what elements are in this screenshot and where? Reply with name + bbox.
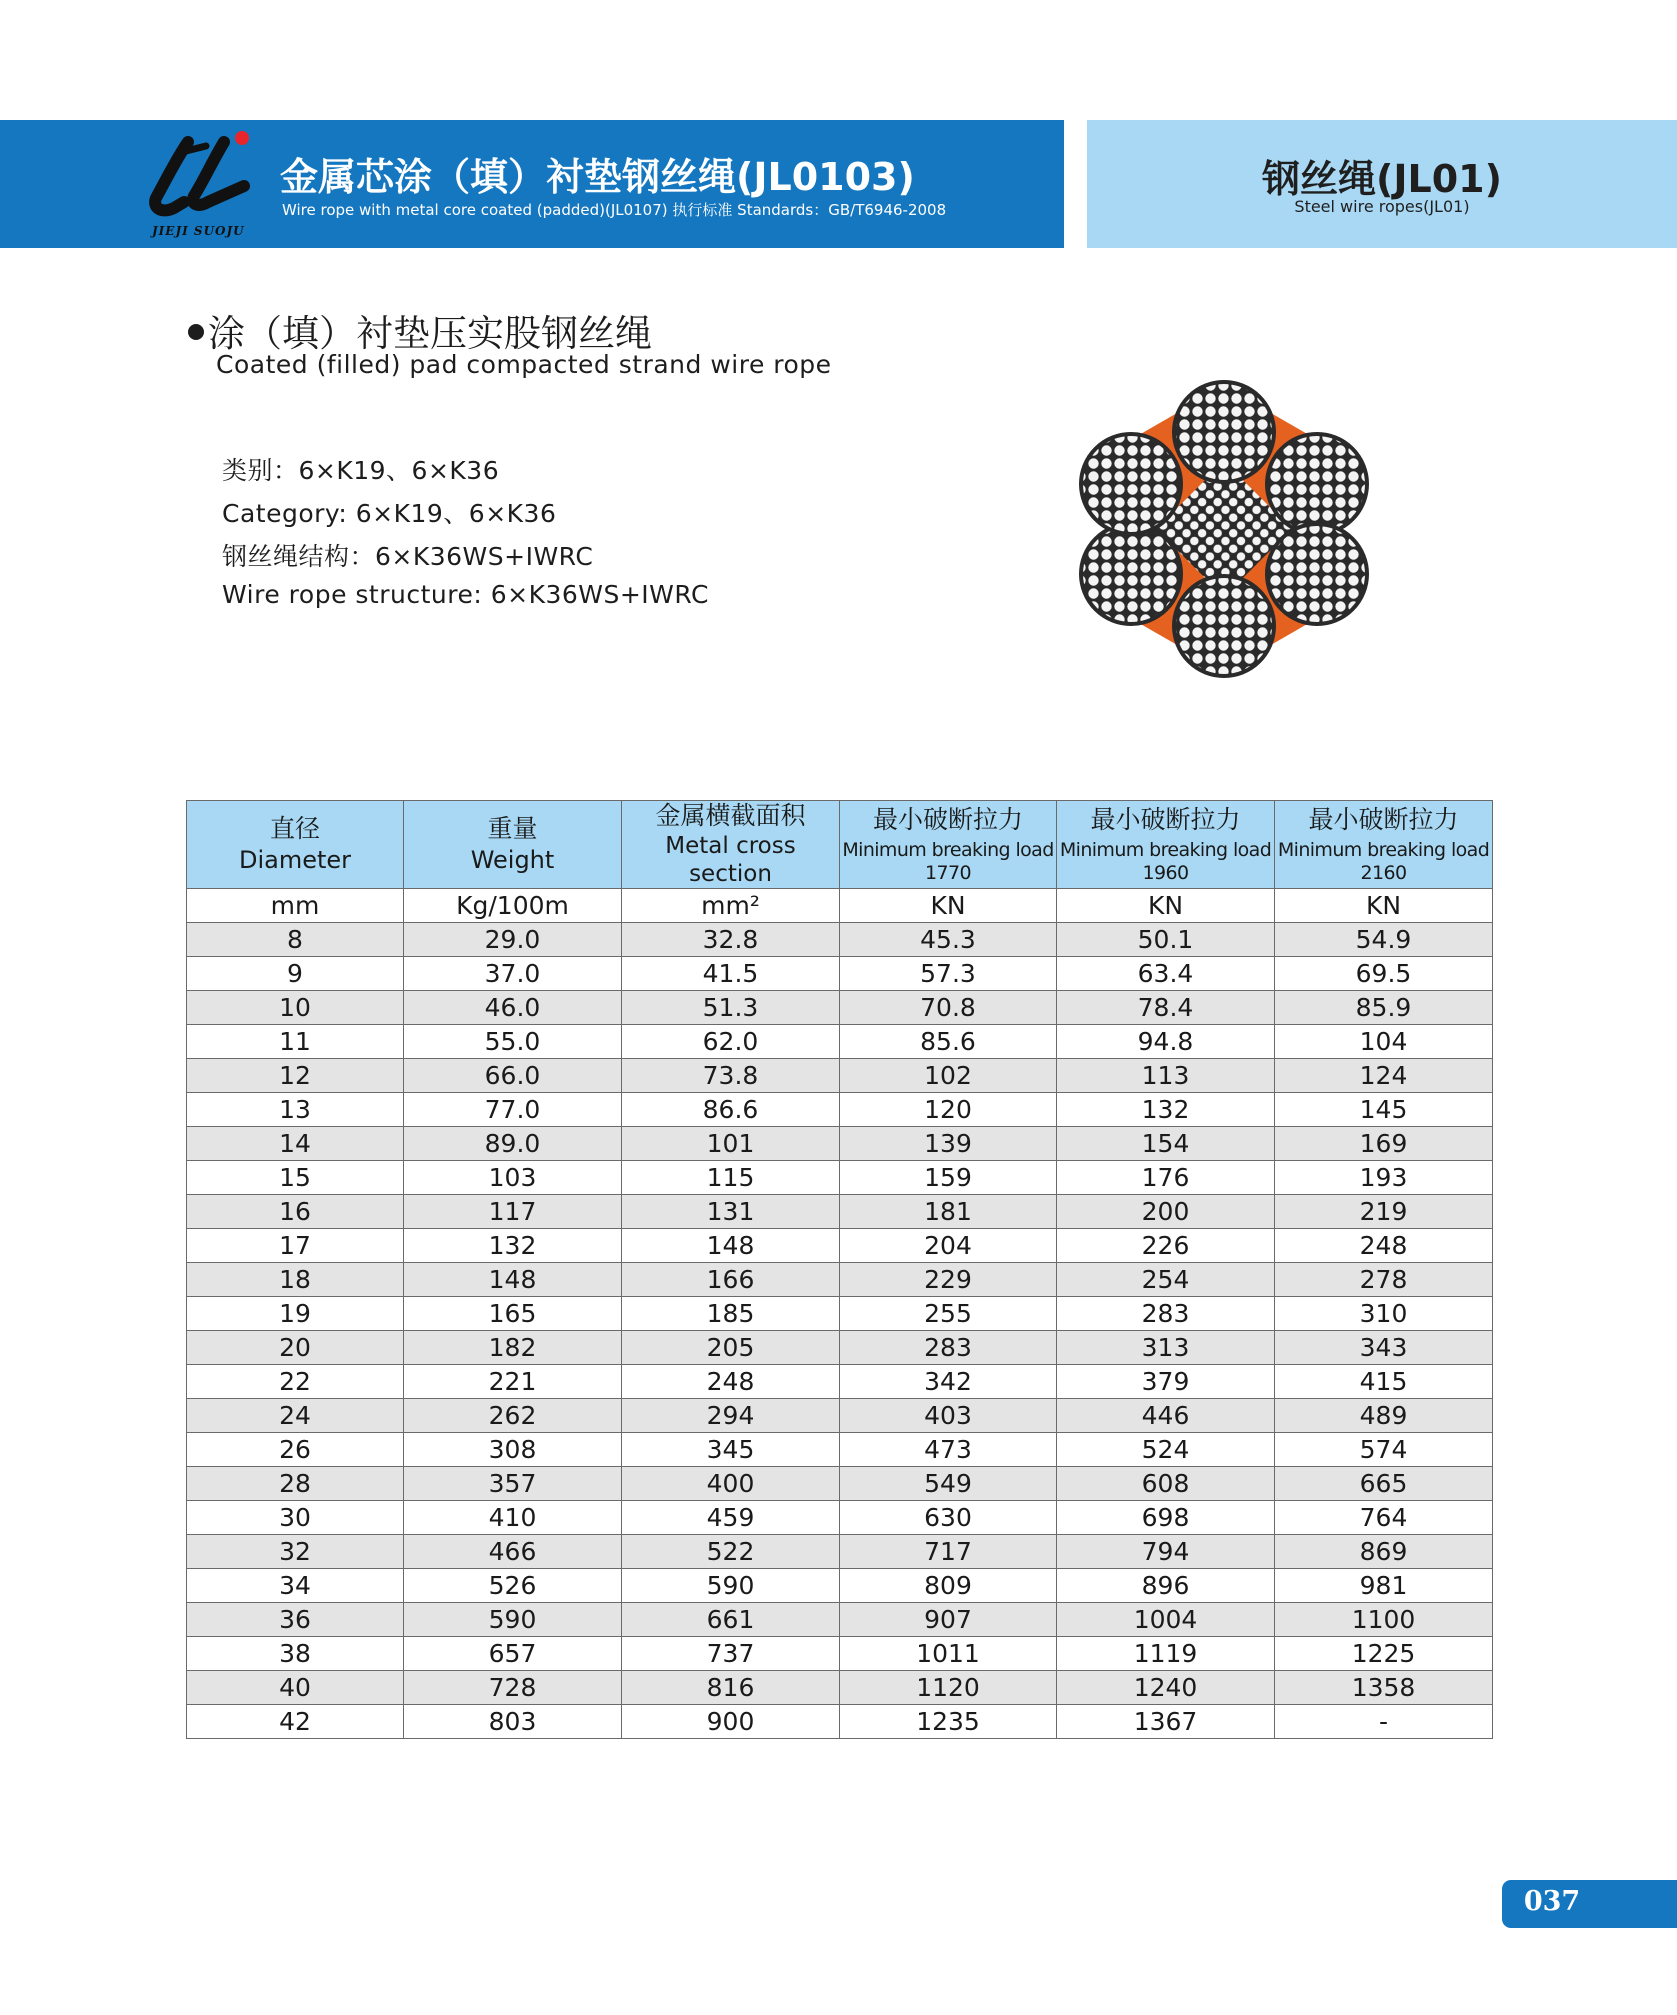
table-cell: 200 [1057, 1195, 1275, 1229]
spec-structure-zh: 钢丝绳结构：6×K36WS+IWRC [222, 542, 594, 571]
table-cell: 89.0 [404, 1127, 622, 1161]
header-diameter: 直径 Diameter [187, 801, 404, 889]
table-cell: 15 [187, 1161, 404, 1195]
table-row [187, 1127, 1493, 1161]
header-weight: 重量 Weight [404, 801, 622, 889]
table-row [187, 1297, 1493, 1331]
table-cell: 181 [840, 1195, 1057, 1229]
table-cell: 131 [622, 1195, 840, 1229]
table-cell: 278 [1275, 1263, 1493, 1297]
table-row [187, 923, 1493, 957]
table-row [187, 1535, 1493, 1569]
table-cell: 221 [404, 1365, 622, 1399]
table-cell: 410 [404, 1501, 622, 1535]
table-cell: 176 [1057, 1161, 1275, 1195]
table-row [187, 1671, 1493, 1705]
table-cell: 357 [404, 1467, 622, 1501]
unit-cell: KN [840, 889, 1057, 923]
table-row [187, 1331, 1493, 1365]
table-cell: 19 [187, 1297, 404, 1331]
table-cell: 18 [187, 1263, 404, 1297]
table-cell: 1011 [840, 1637, 1057, 1671]
table-row [187, 1059, 1493, 1093]
table-cell: 1225 [1275, 1637, 1493, 1671]
table-cell: 590 [404, 1603, 622, 1637]
table-cell: - [1275, 1705, 1493, 1739]
logo-mark-icon [148, 128, 252, 224]
table-cell: 28 [187, 1467, 404, 1501]
table-cell: 262 [404, 1399, 622, 1433]
table-cell: 809 [840, 1569, 1057, 1603]
table-cell: 41.5 [622, 957, 840, 991]
table-cell: 77.0 [404, 1093, 622, 1127]
table-cell: 34 [187, 1569, 404, 1603]
table-row [187, 1229, 1493, 1263]
table-cell: 907 [840, 1603, 1057, 1637]
table-cell: 717 [840, 1535, 1057, 1569]
table-cell: 254 [1057, 1263, 1275, 1297]
table-cell: 69.5 [1275, 957, 1493, 991]
section-title-zh: 涂（填）衬垫压实股钢丝绳 [208, 312, 652, 355]
table-cell: 193 [1275, 1161, 1493, 1195]
table-cell: 900 [622, 1705, 840, 1739]
table-cell: 51.3 [622, 991, 840, 1025]
table-cell: 132 [404, 1229, 622, 1263]
table-cell: 226 [1057, 1229, 1275, 1263]
spec-category-zh: 类别：6×K19、6×K36 [222, 456, 500, 485]
table-cell: 1240 [1057, 1671, 1275, 1705]
table-cell: 117 [404, 1195, 622, 1229]
table-cell: 549 [840, 1467, 1057, 1501]
table-cell: 343 [1275, 1331, 1493, 1365]
table-cell: 103 [404, 1161, 622, 1195]
unit-cell: Kg/100m [404, 889, 622, 923]
table-cell: 803 [404, 1705, 622, 1739]
spec-category-en: Category: 6×K19、6×K36 [222, 499, 557, 528]
table-cell: 55.0 [404, 1025, 622, 1059]
table-cell: 154 [1057, 1127, 1275, 1161]
table-row [187, 1365, 1493, 1399]
logo-text: JIEJI SUOJU [152, 224, 245, 238]
table-cell: 12 [187, 1059, 404, 1093]
standard-text: 执行标准 Standards：GB/T6946-2008 [672, 201, 947, 219]
table-cell: 14 [187, 1127, 404, 1161]
table-cell: 36 [187, 1603, 404, 1637]
spec-structure-en: Wire rope structure: 6×K36WS+IWRC [222, 580, 709, 609]
table-cell: 10 [187, 991, 404, 1025]
table-cell: 473 [840, 1433, 1057, 1467]
table-cell: 283 [1057, 1297, 1275, 1331]
table-row [187, 1705, 1493, 1739]
table-cell: 62.0 [622, 1025, 840, 1059]
table-cell: 20 [187, 1331, 404, 1365]
company-logo [148, 128, 252, 244]
table-cell: 698 [1057, 1501, 1275, 1535]
table-cell: 50.1 [1057, 923, 1275, 957]
table-cell: 896 [1057, 1569, 1275, 1603]
table-cell: 169 [1275, 1127, 1493, 1161]
table-cell: 403 [840, 1399, 1057, 1433]
table-cell: 8 [187, 923, 404, 957]
table-cell: 145 [1275, 1093, 1493, 1127]
table-cell: 255 [840, 1297, 1057, 1331]
table-cell: 11 [187, 1025, 404, 1059]
table-cell: 205 [622, 1331, 840, 1365]
table-cell: 283 [840, 1331, 1057, 1365]
table-cell: 22 [187, 1365, 404, 1399]
table-body [187, 889, 1493, 1739]
table-cell: 115 [622, 1161, 840, 1195]
category-subtitle: Steel wire ropes(JL01) [1294, 197, 1470, 216]
table-cell: 219 [1275, 1195, 1493, 1229]
page-number-tab [1502, 1880, 1677, 1928]
table-cell: 379 [1057, 1365, 1275, 1399]
table-row [187, 1467, 1493, 1501]
table-cell: 342 [840, 1365, 1057, 1399]
unit-cell: mm [187, 889, 404, 923]
table-cell: 204 [840, 1229, 1057, 1263]
table-cell: 590 [622, 1569, 840, 1603]
page-number: 037 [1523, 1886, 1581, 1917]
table-cell: 574 [1275, 1433, 1493, 1467]
unit-cell: KN [1057, 889, 1275, 923]
table-cell: 124 [1275, 1059, 1493, 1093]
table-cell: 24 [187, 1399, 404, 1433]
table-cell: 70.8 [840, 991, 1057, 1025]
table-cell: 981 [1275, 1569, 1493, 1603]
table-cell: 32 [187, 1535, 404, 1569]
table-cell: 32.8 [622, 923, 840, 957]
table-cell: 38 [187, 1637, 404, 1671]
header-breaking-load-2160: 最小破断拉力 Minimum breaking load 2160 [1275, 801, 1493, 889]
table-row [187, 957, 1493, 991]
table-cell: 46.0 [404, 991, 622, 1025]
table-cell: 148 [404, 1263, 622, 1297]
table-cell: 101 [622, 1127, 840, 1161]
table-cell: 345 [622, 1433, 840, 1467]
specification-table [186, 800, 1493, 1739]
category-title: 钢丝绳(JL01) [1262, 157, 1502, 201]
table-cell: 630 [840, 1501, 1057, 1535]
table-cell: 85.6 [840, 1025, 1057, 1059]
table-cell: 1004 [1057, 1603, 1275, 1637]
table-row [187, 1433, 1493, 1467]
table-row [187, 1569, 1493, 1603]
table-cell: 248 [622, 1365, 840, 1399]
table-cell: 37.0 [404, 957, 622, 991]
table-cell: 446 [1057, 1399, 1275, 1433]
table-cell: 313 [1057, 1331, 1275, 1365]
table-cell: 30 [187, 1501, 404, 1535]
table-cell: 159 [840, 1161, 1057, 1195]
table-cell: 13 [187, 1093, 404, 1127]
table-header-row [187, 801, 1493, 889]
table-cell: 294 [622, 1399, 840, 1433]
table-cell: 1367 [1057, 1705, 1275, 1739]
table-cell: 1358 [1275, 1671, 1493, 1705]
table-cell: 415 [1275, 1365, 1493, 1399]
table-row [187, 1025, 1493, 1059]
header-cross-section: 金属横截面积 Metal cross section [622, 801, 840, 889]
table-row [187, 1161, 1493, 1195]
table-cell: 29.0 [404, 923, 622, 957]
header-breaking-load-1770: 最小破断拉力 Minimum breaking load 1770 [840, 801, 1057, 889]
table-cell: 57.3 [840, 957, 1057, 991]
table-cell: 40 [187, 1671, 404, 1705]
table-cell: 657 [404, 1637, 622, 1671]
table-cell: 816 [622, 1671, 840, 1705]
header-breaking-load-1960: 最小破断拉力 Minimum breaking load 1960 [1057, 801, 1275, 889]
table-cell: 132 [1057, 1093, 1275, 1127]
table-row [187, 1263, 1493, 1297]
table-cell: 16 [187, 1195, 404, 1229]
table-cell: 665 [1275, 1467, 1493, 1501]
rope-cross-section-image [1074, 366, 1374, 692]
section-title [188, 303, 652, 357]
table-cell: 54.9 [1275, 923, 1493, 957]
table-cell: 120 [840, 1093, 1057, 1127]
table-cell: 26 [187, 1433, 404, 1467]
table-cell: 522 [622, 1535, 840, 1569]
table-cell: 73.8 [622, 1059, 840, 1093]
bullet-icon [188, 324, 204, 340]
table-cell: 869 [1275, 1535, 1493, 1569]
table-cell: 113 [1057, 1059, 1275, 1093]
table-cell: 86.6 [622, 1093, 840, 1127]
table-cell: 248 [1275, 1229, 1493, 1263]
product-subtitle [282, 199, 946, 220]
table-row [187, 1501, 1493, 1535]
table-cell: 524 [1057, 1433, 1275, 1467]
table-cell: 63.4 [1057, 957, 1275, 991]
table-cell: 728 [404, 1671, 622, 1705]
table-cell: 526 [404, 1569, 622, 1603]
table-cell: 310 [1275, 1297, 1493, 1331]
table-cell: 148 [622, 1229, 840, 1263]
table-row [187, 1637, 1493, 1671]
table-cell: 102 [840, 1059, 1057, 1093]
table-cell: 182 [404, 1331, 622, 1365]
unit-cell: mm² [622, 889, 840, 923]
table-cell: 661 [622, 1603, 840, 1637]
table-cell: 1100 [1275, 1603, 1493, 1637]
table-cell: 85.9 [1275, 991, 1493, 1025]
table-cell: 489 [1275, 1399, 1493, 1433]
section-title-en: Coated (filled) pad compacted strand wire rope [216, 350, 832, 379]
table-cell: 78.4 [1057, 991, 1275, 1025]
table-cell: 166 [622, 1263, 840, 1297]
table-cell: 185 [622, 1297, 840, 1331]
table-cell: 229 [840, 1263, 1057, 1297]
table-cell: 9 [187, 957, 404, 991]
table-cell: 308 [404, 1433, 622, 1467]
table-cell: 1119 [1057, 1637, 1275, 1671]
table-cell: 400 [622, 1467, 840, 1501]
table-cell: 459 [622, 1501, 840, 1535]
table-row [187, 1399, 1493, 1433]
table-row [187, 1195, 1493, 1229]
category-banner [1087, 120, 1677, 248]
table-cell: 737 [622, 1637, 840, 1671]
table-cell: 764 [1275, 1501, 1493, 1535]
header-banner [0, 120, 1064, 248]
table-units-row [187, 889, 1493, 923]
table-cell: 17 [187, 1229, 404, 1263]
table-row [187, 1093, 1493, 1127]
table-cell: 608 [1057, 1467, 1275, 1501]
table-cell: 1235 [840, 1705, 1057, 1739]
table-row [187, 991, 1493, 1025]
product-title: 金属芯涂（填）衬垫钢丝绳(JL0103) [280, 155, 915, 199]
table-cell: 165 [404, 1297, 622, 1331]
product-subtitle-en: Wire rope with metal core coated (padded)(JL0107) [282, 201, 668, 219]
unit-cell: KN [1275, 889, 1493, 923]
table-cell: 1120 [840, 1671, 1057, 1705]
table-cell: 94.8 [1057, 1025, 1275, 1059]
table-cell: 794 [1057, 1535, 1275, 1569]
table-row [187, 1603, 1493, 1637]
table-cell: 42 [187, 1705, 404, 1739]
table-cell: 45.3 [840, 923, 1057, 957]
table-cell: 66.0 [404, 1059, 622, 1093]
table-cell: 104 [1275, 1025, 1493, 1059]
table-cell: 466 [404, 1535, 622, 1569]
table-cell: 139 [840, 1127, 1057, 1161]
